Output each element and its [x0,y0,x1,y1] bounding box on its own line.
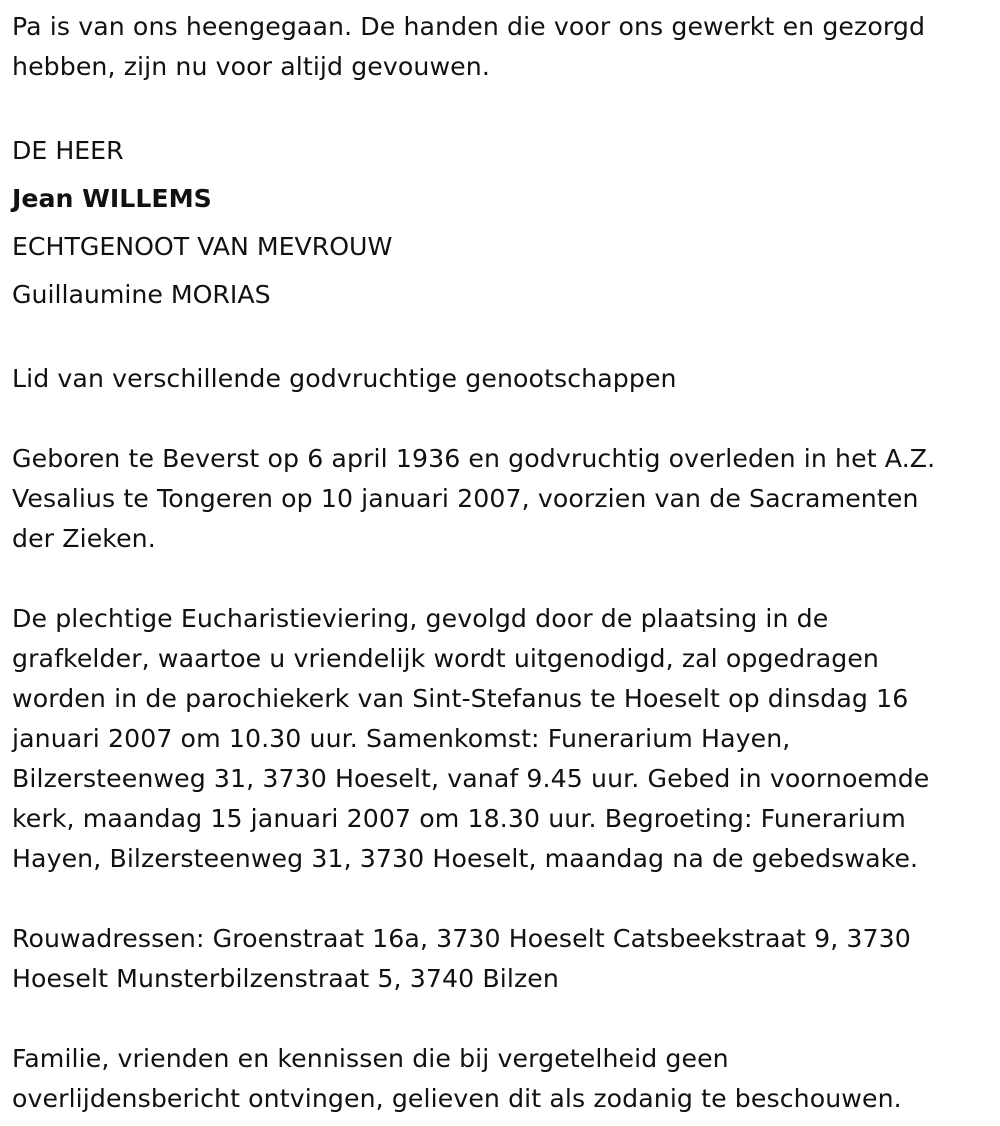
intro-line: Pa is van ons heengegaan. De handen die voor ons gewerkt en gezorgd [12,12,926,41]
membership-line: Lid van verschillende godvruchtige genootschappen [12,364,677,393]
birth-death-paragraph [12,439,988,559]
ceremony-line: grafkelder, waartoe u vriendelijk wordt uitgenodigd, zal opgedragen [12,644,879,673]
ceremony-paragraph [12,599,988,879]
spouse-name: Guillaumine MORIAS [12,280,271,309]
ceremony-line: Bilzersteenweg 31, 3730 Hoeselt, vanaf 9.45 uur. Gebed in voornoemde [12,764,930,793]
ceremony-line: januari 2007 om 10.30 uur. Samenkomst: Funerarium Hayen, [12,724,791,753]
addresses-line: Rouwadressen: Groenstraat 16a, 3730 Hoeselt Catsbeekstraat 9, 3730 [12,924,911,953]
intro-paragraph [12,7,988,87]
addresses-line: Hoeselt Munsterbilzenstraat 5, 3740 Bilzen [12,964,559,993]
intro-line: hebben, zijn nu voor altijd gevouwen. [12,52,490,81]
ceremony-line: kerk, maandag 15 januari 2007 om 18.30 uur. Begroeting: Funerarium [12,804,906,833]
closing-line: overlijdensbericht ontvingen, gelieven dit als zodanig te beschouwen. [12,1084,902,1113]
ceremony-line: Hayen, Bilzersteenweg 31, 3730 Hoeselt, maandag na de gebedswake. [12,844,919,873]
closing-paragraph [12,1039,988,1119]
birth-death-line: Geboren te Beverst op 6 april 1936 en godvruchtig overleden in het A.Z. [12,444,936,473]
birth-death-line: der Zieken. [12,524,156,553]
deceased-name: Jean WILLEMS [12,184,212,213]
deceased-relation: ECHTGENOOT VAN MEVROUW [12,232,393,261]
deceased-title: DE HEER [12,136,124,165]
deceased-block [12,127,988,319]
closing-line: Familie, vrienden en kennissen die bij vergetelheid geen [12,1044,729,1073]
ceremony-line: worden in de parochiekerk van Sint-Stefanus te Hoeselt op dinsdag 16 [12,684,909,713]
addresses-paragraph [12,919,988,999]
ceremony-line: De plechtige Eucharistieviering, gevolgd door de plaatsing in de [12,604,829,633]
birth-death-line: Vesalius te Tongeren op 10 januari 2007, voorzien van de Sacramenten [12,484,919,513]
